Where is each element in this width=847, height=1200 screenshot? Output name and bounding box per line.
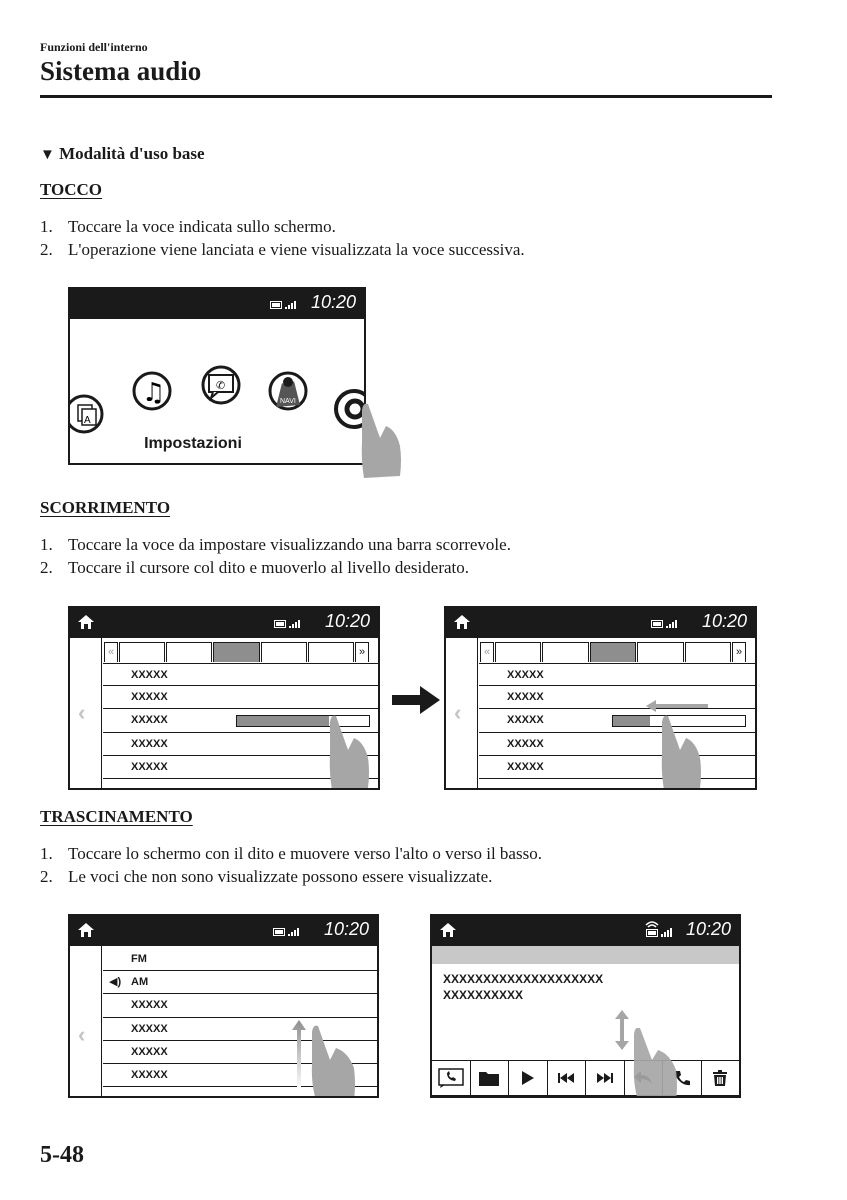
page-number: 5-48	[40, 1142, 84, 1168]
slider-fill	[237, 716, 329, 726]
list-item[interactable]: XXXXX	[479, 756, 755, 779]
battery-signal-icon	[270, 300, 300, 310]
tab-prev-icon[interactable]: «	[480, 642, 494, 662]
message-screen	[430, 914, 741, 1098]
page-title: Sistema audio	[40, 56, 202, 86]
speaker-icon: ◀)	[109, 976, 122, 989]
list-item[interactable]: XXXXX	[103, 1041, 377, 1064]
tab-strip	[104, 642, 370, 662]
chevron-left-icon[interactable]: ‹	[454, 700, 462, 725]
touch-step-2-text: L'operazione viene lanciata e viene visualizzata la voce successiva.	[68, 240, 525, 259]
tab[interactable]	[637, 642, 683, 662]
arrow-left-icon	[646, 700, 710, 712]
phone-message-icon	[438, 1068, 464, 1088]
svg-text:✆: ✆	[216, 379, 226, 392]
drag-step-1: 1. Toccare lo schermo con il dito e muovere verso l'alto o verso il basso.	[40, 844, 542, 863]
touch-step-1-text: Toccare la voce indicata sullo schermo.	[68, 217, 336, 236]
battery-signal-icon	[274, 619, 304, 629]
back-column[interactable]	[70, 638, 102, 788]
scroll-step-2: 2. Toccare il cursore col dito e muoverlo al livello desiderato.	[40, 558, 469, 577]
tab-selected[interactable]	[213, 642, 259, 662]
tab-next-icon[interactable]: »	[355, 642, 369, 662]
tab[interactable]	[495, 642, 541, 662]
list-item[interactable]: XXXXX	[479, 733, 755, 756]
list-item[interactable]: XXXXX	[103, 663, 378, 686]
back-column[interactable]	[70, 946, 102, 1096]
folder-icon	[479, 1070, 499, 1086]
chevron-left-icon[interactable]: ‹	[78, 700, 86, 725]
navigation-icon[interactable]	[270, 373, 306, 409]
tab[interactable]	[166, 642, 212, 662]
tab-prev-icon[interactable]: «	[104, 642, 118, 662]
tab[interactable]	[119, 642, 165, 662]
finger-pointer-icon	[308, 1024, 358, 1098]
scroll-step-2-text: Toccare il cursore col dito e muoverlo al livello desiderato.	[68, 558, 469, 577]
finger-pointer-icon	[656, 712, 704, 790]
clock: 10:20	[701, 611, 747, 631]
home-screen	[68, 287, 366, 465]
wifi-battery-signal-icon	[645, 920, 675, 938]
list-item[interactable]: XXXXX	[103, 756, 378, 779]
clock: 10:20	[324, 611, 370, 631]
header-divider	[40, 95, 772, 98]
battery-signal-icon	[651, 619, 681, 629]
slider-screen-after	[444, 606, 757, 790]
chapter-label: Funzioni dell'interno	[40, 40, 148, 54]
finger-pointer-icon	[356, 396, 404, 480]
message-line-2: XXXXXXXXXX	[443, 988, 524, 1002]
svg-text:NAVI: NAVI	[280, 398, 296, 405]
play-icon	[521, 1070, 535, 1086]
tab-next-icon[interactable]: »	[732, 642, 746, 662]
clock: 10:20	[310, 292, 356, 312]
arrow-right-icon	[392, 684, 442, 716]
drag-step-1-text: Toccare lo schermo con il dito e muovere verso l'alto o verso il basso.	[68, 844, 542, 863]
list-item-label: AM	[131, 976, 149, 989]
tab[interactable]	[308, 642, 354, 662]
message-header-band	[432, 946, 739, 964]
list-item[interactable]: XXXXX	[103, 733, 378, 756]
triangle-down-icon: ▼	[40, 147, 55, 163]
status-bar	[432, 916, 739, 946]
clock: 10:20	[685, 919, 731, 939]
next-button[interactable]	[586, 1060, 625, 1096]
section-heading-text: Modalità d'uso base	[59, 144, 205, 163]
tab[interactable]	[542, 642, 588, 662]
message-line-1: XXXXXXXXXXXXXXXXXXXX	[443, 972, 604, 986]
tab-selected[interactable]	[590, 642, 636, 662]
section-heading	[40, 144, 205, 164]
touch-step-1: 1. Toccare la voce indicata sullo schermo.	[40, 217, 336, 236]
list-item[interactable]: XXXXX	[103, 1064, 377, 1087]
drag-heading: TRASCINAMENTO	[40, 807, 193, 826]
scroll-step-1-text: Toccare la voce da impostare visualizzando una barra scorrevole.	[68, 535, 511, 554]
trash-icon	[713, 1070, 727, 1086]
tab[interactable]	[685, 642, 731, 662]
status-bar	[70, 608, 378, 638]
home-icon[interactable]	[77, 922, 95, 938]
slider-fill	[613, 716, 650, 726]
music-icon[interactable]	[134, 373, 170, 409]
finger-pointer-icon	[324, 712, 372, 790]
radio-list-screen	[68, 914, 379, 1098]
apps-icon[interactable]	[70, 396, 102, 432]
list-item-with-slider[interactable]	[479, 709, 755, 732]
touch-heading: TOCCO	[40, 180, 103, 199]
list-item[interactable]: XXXXX	[479, 686, 755, 709]
finger-pointer-icon	[630, 1028, 680, 1098]
slider-screen-before	[68, 606, 380, 790]
communication-icon[interactable]	[203, 367, 239, 403]
home-icon[interactable]	[453, 614, 471, 630]
scroll-heading: SCORRIMENTO	[40, 498, 171, 517]
status-bar	[446, 608, 755, 638]
drag-step-2-text: Le voci che non sono visualizzate possono essere visualizzate.	[68, 867, 493, 886]
status-bar	[70, 289, 364, 319]
play-button[interactable]	[509, 1060, 548, 1096]
svg-text:A: A	[84, 415, 91, 426]
list-item[interactable]: XXXXX	[479, 663, 755, 686]
list-item-label: XXXXX	[131, 714, 168, 727]
list-item[interactable]: XXXXX	[103, 1018, 377, 1041]
list-item[interactable]: XXXXX	[103, 994, 377, 1017]
home-icon[interactable]	[77, 614, 95, 630]
scroll-step-1: 1. Toccare la voce da impostare visualizzando una barra scorrevole.	[40, 535, 511, 554]
back-column[interactable]	[446, 638, 478, 788]
svg-text:♫: ♫	[142, 378, 166, 408]
battery-signal-icon	[273, 927, 303, 937]
skip-back-icon	[558, 1073, 574, 1083]
phone-message-button[interactable]	[432, 1060, 471, 1096]
delete-button[interactable]	[702, 1060, 740, 1096]
clock: 10:20	[323, 919, 369, 939]
tab-strip	[480, 642, 747, 662]
touch-step-2: 2. L'operazione viene lanciata e viene visualizzata la voce successiva.	[40, 240, 525, 259]
list-item[interactable]: FM	[103, 948, 377, 971]
home-icon[interactable]	[439, 922, 457, 938]
previous-button[interactable]	[548, 1060, 587, 1096]
list-item-active[interactable]	[103, 971, 377, 994]
skip-forward-icon	[597, 1073, 613, 1083]
chevron-left-icon[interactable]: ‹	[78, 1022, 86, 1047]
up-down-arrow-icon	[614, 1010, 630, 1050]
list-item[interactable]: XXXXX	[103, 686, 378, 709]
message-toolbar	[432, 1060, 739, 1096]
tab[interactable]	[261, 642, 307, 662]
selected-item-label: Impostazioni	[144, 435, 242, 452]
list-item-label: XXXXX	[507, 714, 544, 727]
folder-button[interactable]	[471, 1060, 510, 1096]
arrow-up-icon	[291, 1020, 307, 1090]
status-bar	[70, 916, 377, 946]
drag-step-2: 2. Le voci che non sono visualizzate possono essere visualizzate.	[40, 867, 493, 886]
settings-list	[479, 663, 755, 779]
